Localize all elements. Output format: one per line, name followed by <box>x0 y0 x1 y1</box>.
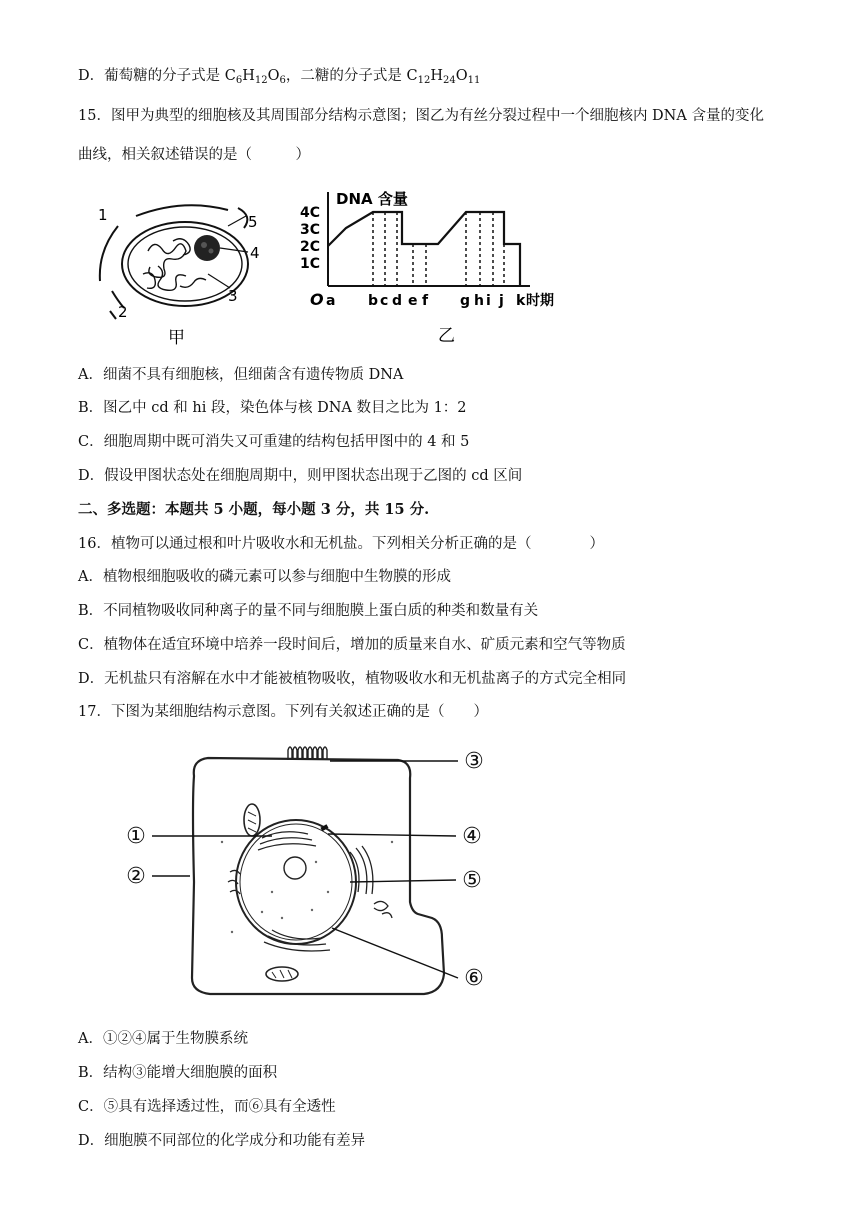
figure-yi-caption: 乙 <box>438 326 455 346</box>
q17-option-d: D．细胞膜不同部位的化学成分和功能有差异 <box>78 1133 366 1149</box>
cell-label-4-text: ④ <box>462 824 482 849</box>
q16-stem: 16．植物可以通过根和叶片吸收水和无机盐。下列相关分析正确的是（ ） <box>78 536 604 552</box>
figure-jia-label-3: 3 <box>228 287 238 305</box>
q15-option-b: B．图乙中 cd 和 hi 段，染色体与核 DNA 数目之比为 1：2 <box>78 400 467 416</box>
figure-yi-dna-chart <box>298 186 588 346</box>
cell-label-6-text: ⑥ <box>464 966 484 991</box>
figure-jia-nucleus-diagram <box>88 196 278 346</box>
q16-option-d: D．无机盐只有溶解在水中才能被植物吸收，植物吸收水和无机盐离子的方式完全相同 <box>78 671 627 687</box>
figure-yi-xlabel-a: a <box>326 293 336 309</box>
figure-yi-xlabel-e: e <box>408 293 418 309</box>
q14-option-d: D．葡萄糖的分子式是 $C_6H_{12}O_6$，二糖的分子式是 $C_{12}H_{24}O_{11}$ <box>78 68 481 86</box>
figure-yi-xlabel-h: h <box>474 293 484 309</box>
figure-jia-caption: 甲 <box>168 328 185 346</box>
figure-yi-xlabel-d: d <box>392 293 403 309</box>
figure-yi-xlabel-b: b <box>368 293 379 309</box>
figure-yi-xlabel-k: k <box>516 293 526 309</box>
figure-jia-label-5: 5 <box>248 213 258 231</box>
figure-yi-xlabel-i: i <box>486 293 491 309</box>
cell-label-2-text: ② <box>126 864 146 889</box>
figure-yi-title: DNA 含量 <box>336 190 408 208</box>
figure-jia-label-2: 2 <box>118 303 128 321</box>
figure-yi-ytick-3c: 3C <box>300 222 321 238</box>
q15-stem-line1: 15．图甲为典型的细胞核及其周围部分结构示意图；图乙为有丝分裂过程中一个细胞核内 DNA 含量的变化 <box>78 108 764 124</box>
q15-option-a: A．细菌不具有细胞核，但细菌含有遗传物质 DNA <box>78 367 404 383</box>
figure-jia-label-1: 1 <box>98 206 108 224</box>
figure-yi-x-axis-title: 时期 <box>526 293 554 309</box>
q15-option-d: D．假设甲图状态处在细胞周期中，则甲图状态出现于乙图的 cd 区间 <box>78 468 523 484</box>
figure-yi-xlabel-g: g <box>460 293 471 309</box>
figure-q17-cell-diagram <box>112 742 512 1002</box>
section2-heading: 二、多选题：本题共 5 小题，每小题 3 分，共 15 分. <box>78 501 430 518</box>
figure-yi-ytick-4c: 4C <box>300 205 321 221</box>
q16-option-c: C．植物体在适宜环境中培养一段时间后，增加的质量来自水、矿质元素和空气等物质 <box>78 637 626 653</box>
cell-label-3-text: ③ <box>464 749 484 774</box>
q15-stem-line2: 曲线，相关叙述错误的是（ ） <box>78 147 310 163</box>
q17-option-c: C．⑤具有选择透过性，而⑥具有全透性 <box>78 1099 336 1115</box>
q15-option-c: C．细胞周期中既可消失又可重建的结构包括甲图中的 4 和 5 <box>78 434 470 450</box>
q17-option-b: B．结构③能增大细胞膜的面积 <box>78 1065 278 1081</box>
figure-yi-xlabel-j: j <box>499 293 504 309</box>
cell-label-1-text: ① <box>126 824 146 849</box>
figure-yi-xlabel-f: f <box>422 293 429 309</box>
q17-option-a: A．①②④属于生物膜系统 <box>78 1031 248 1047</box>
figure-yi-xlabel-c: c <box>380 293 389 309</box>
q17-stem: 17．下图为某细胞结构示意图。下列有关叙述正确的是（ ） <box>78 704 488 720</box>
q16-option-a: A．植物根细胞吸收的磷元素可以参与细胞中生物膜的形成 <box>78 569 451 585</box>
figure-yi-origin: O <box>310 290 324 309</box>
figure-yi-ytick-1c: 1C <box>300 256 321 272</box>
figure-jia-label-4: 4 <box>250 244 260 262</box>
figure-yi-ytick-2c: 2C <box>300 239 321 255</box>
q16-option-b: B．不同植物吸收同种离子的量不同与细胞膜上蛋白质的种类和数量有关 <box>78 603 539 619</box>
cell-label-5-text: ⑤ <box>462 868 482 893</box>
